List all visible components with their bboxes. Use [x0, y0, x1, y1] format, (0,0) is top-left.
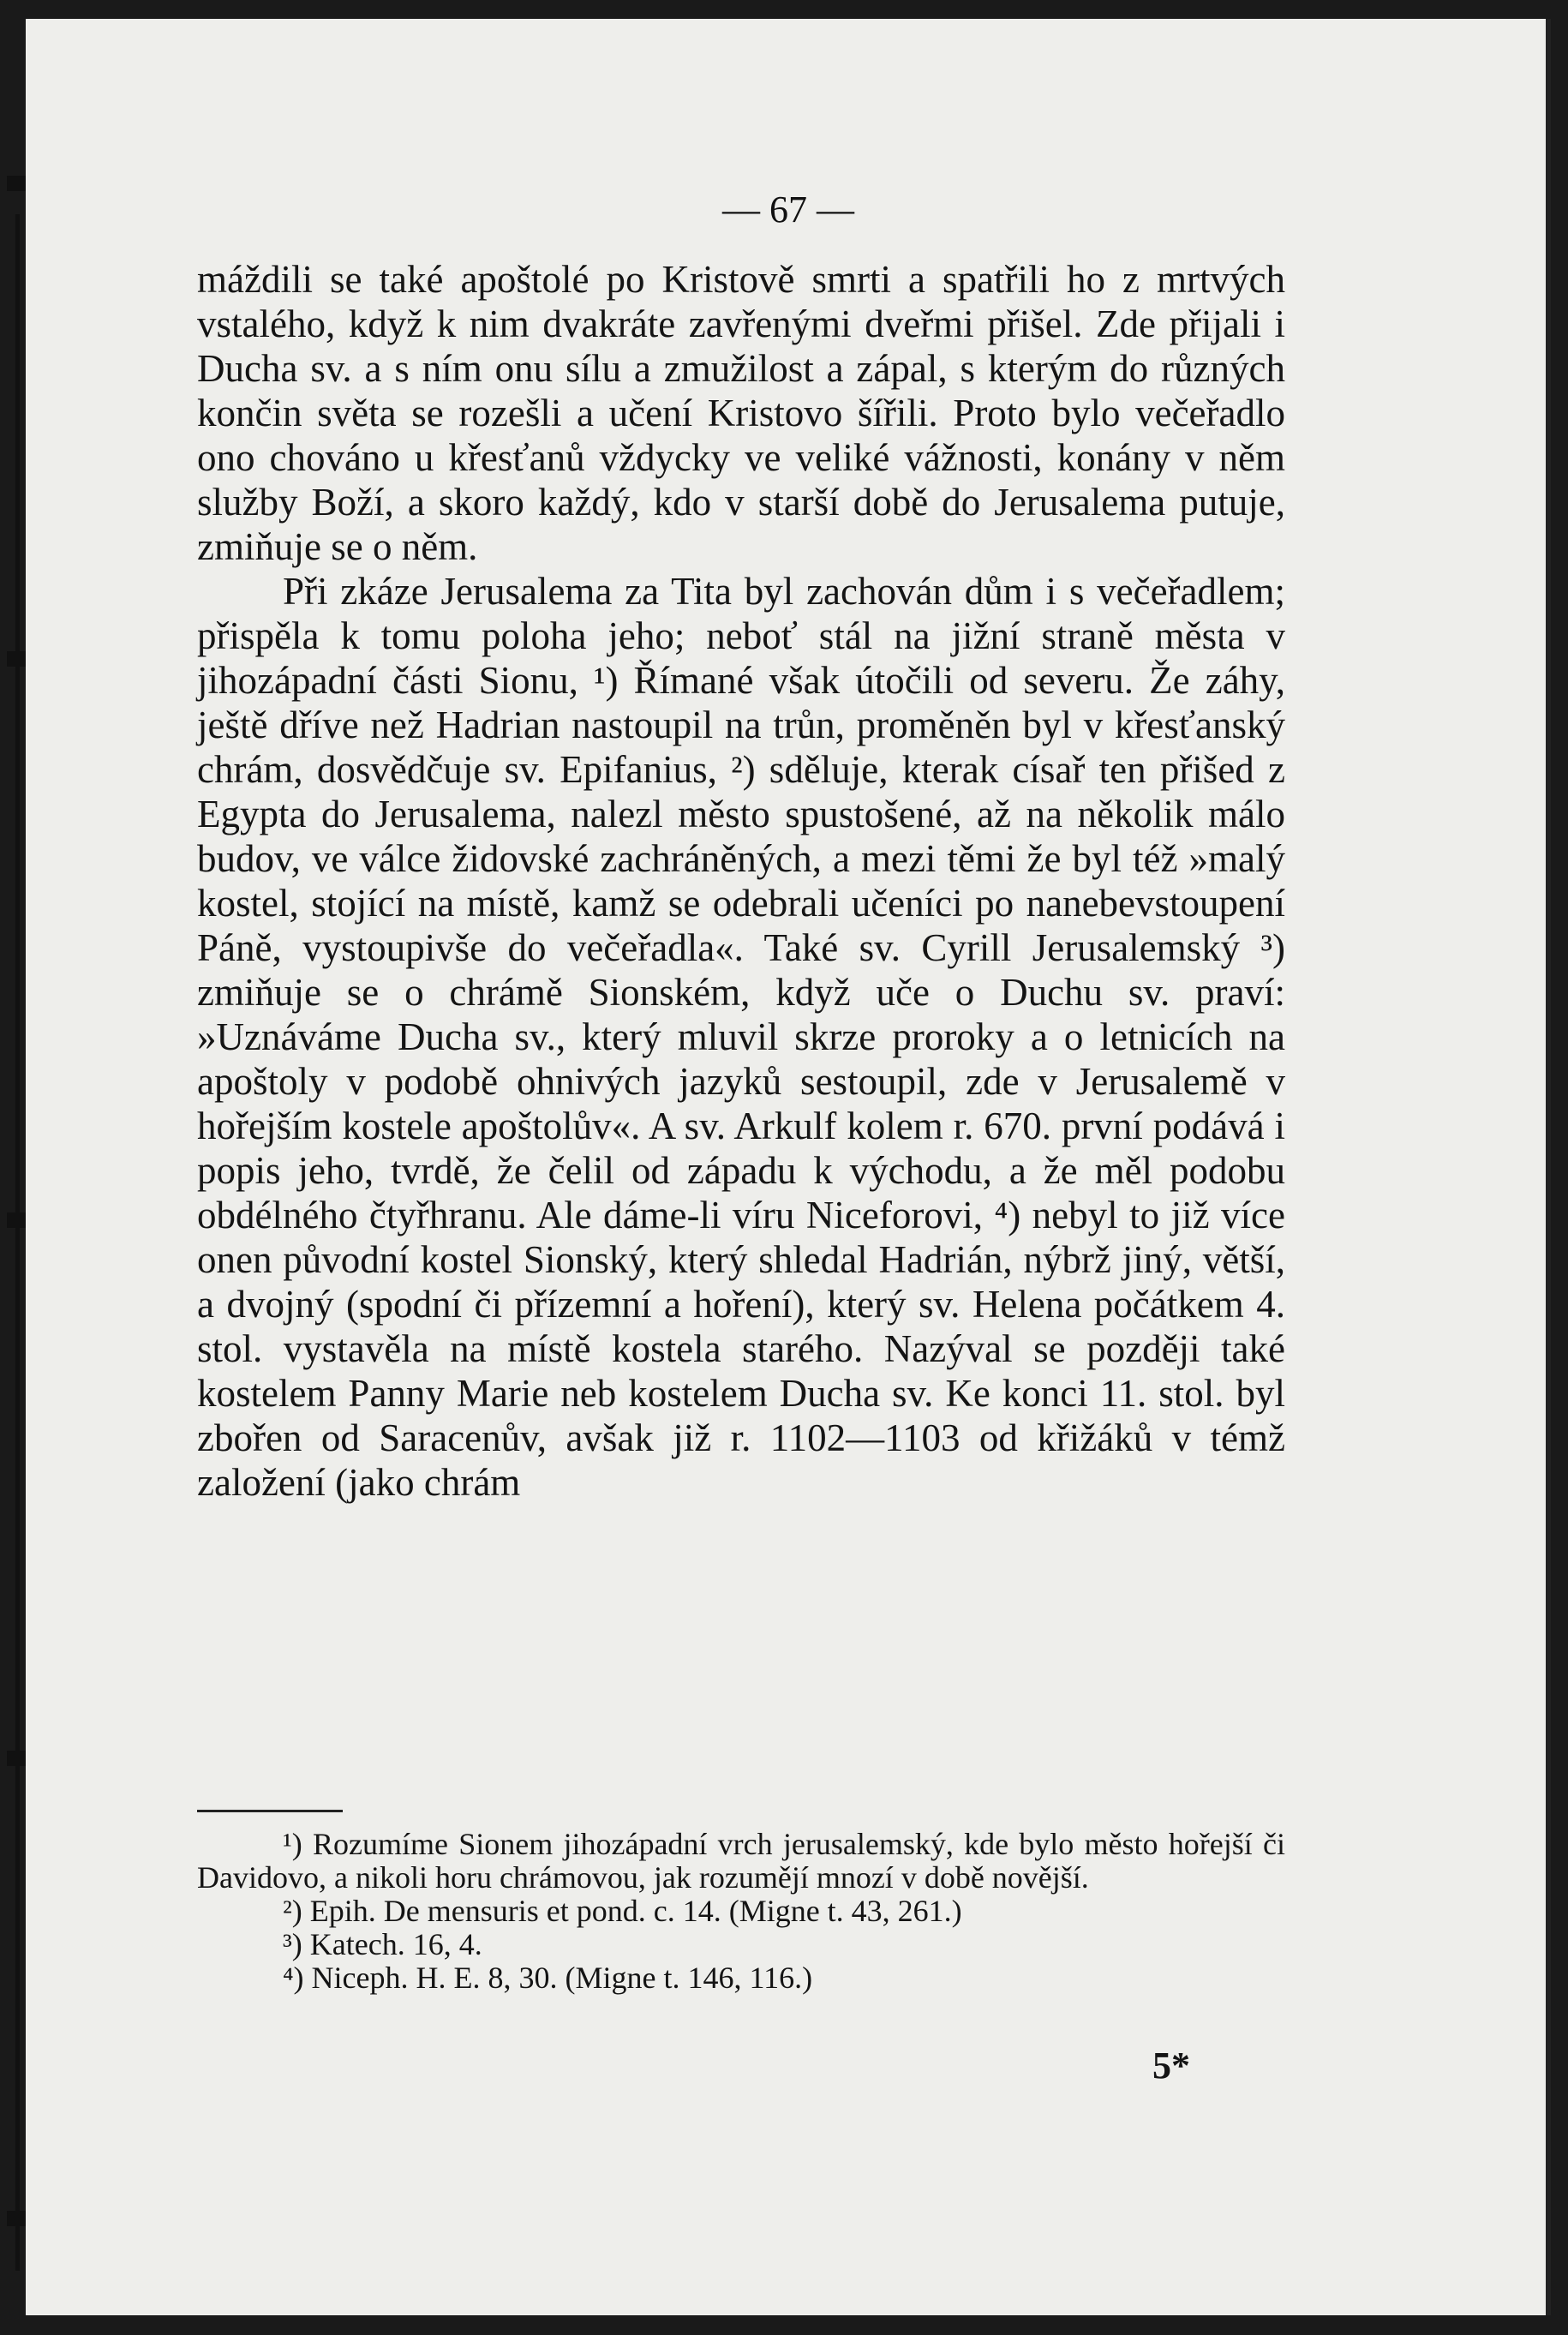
signature-mark: 5* [1152, 2045, 1190, 2087]
footnote: ¹) Rozumíme Sionem jihozápadní vrch jerusalemský, kde bylo město hořejší či Davidovo, a nikoli horu chrámovou, jak rozumějí mnozí v době novější. [197, 1827, 1285, 1895]
footnotes [197, 1828, 1285, 1995]
footnote-divider [197, 1810, 343, 1812]
body-text [197, 257, 1285, 1505]
footnote: ³) Katech. 16, 4. [283, 1927, 482, 1961]
paragraph: Při zkáze Jerusalema za Tita byl zachován dům i s večeřadlem; přispěla k tomu poloha jeho; neboť stál na jižní straně města v jihozápadní části Sionu, ¹) Římané však útočili od severu. Že záhy, ještě dříve než Hadrian nastoupil na trůn, proměněn byl v křesťanský chrám, dosvědčuje sv. Epifanius, ²) sděluje, kterak císař ten přišed z Egypta do Jerusalema, nalezl město spustošené, až na několik málo budov, ve válce židovské zachráněných, a mezi těmi že byl též »malý kostel, stojící na místě, kamž se odebrali učeníci po nanebevstoupení Páně, vystoupivše do večeřadla«. Také sv. Cyrill Jerusalemský ³) zmiňuje se o chrámě Sionském, když uče o Duchu sv. praví: »Uznáváme Ducha sv., který mluvil skrze proroky a o letnicích na apoštoly v podobě ohnivých jazyků sestoupil, zde v Jerusalemě v hořejším kostele apoštolův«. A sv. Arkulf kolem r. 670. první podává i popis jeho, tvrdě, že čelil od západu k východu, a že měl podobu obdélného čtyřhranu. Ale dáme-li víru Niceforovi, ⁴) nebyl to již více onen původní kostel Sionský, který shledal Hadrián, nýbrž jiný, větší, a dvojný (spodní či přízemní a hoření), který sv. Helena počátkem 4. stol. vystavěla na místě kostela starého. Nazýval se později také kostelem Panny Marie neb kostelem Ducha sv. Ke konci 11. stol. byl zbořen od Saracenův, avšak již r. 1102—1103 od křižáků v témž založení (jako chrám [197, 570, 1285, 1504]
binding-edge [0, 0, 26, 2335]
page-number: — 67 — [722, 189, 854, 231]
paragraph: máždili se také apoštolé po Kristově smrti a spatřili ho z mrtvých vstalého, když k nim dvakráte zavřenými dveřmi přišel. Zde přijali i Ducha sv. a s ním onu sílu a zmužilost a zápal, s kterým do různých končin světa se rozešli a učení Kristovo šířili. Proto bylo večeřadlo ono chováno u křesťanů vždycky ve veliké vážnosti, konány v něm služby Boží, a skoro každý, kdo v starší době do Jerusalema putuje, zmiňuje se o něm. [197, 258, 1285, 568]
binding-line [15, 214, 20, 2271]
footnote: ²) Epih. De mensuris et pond. c. 14. (Migne t. 43, 261.) [283, 1894, 962, 1928]
footnote: ⁴) Niceph. H. E. 8, 30. (Migne t. 146, 116.) [283, 1961, 813, 1995]
